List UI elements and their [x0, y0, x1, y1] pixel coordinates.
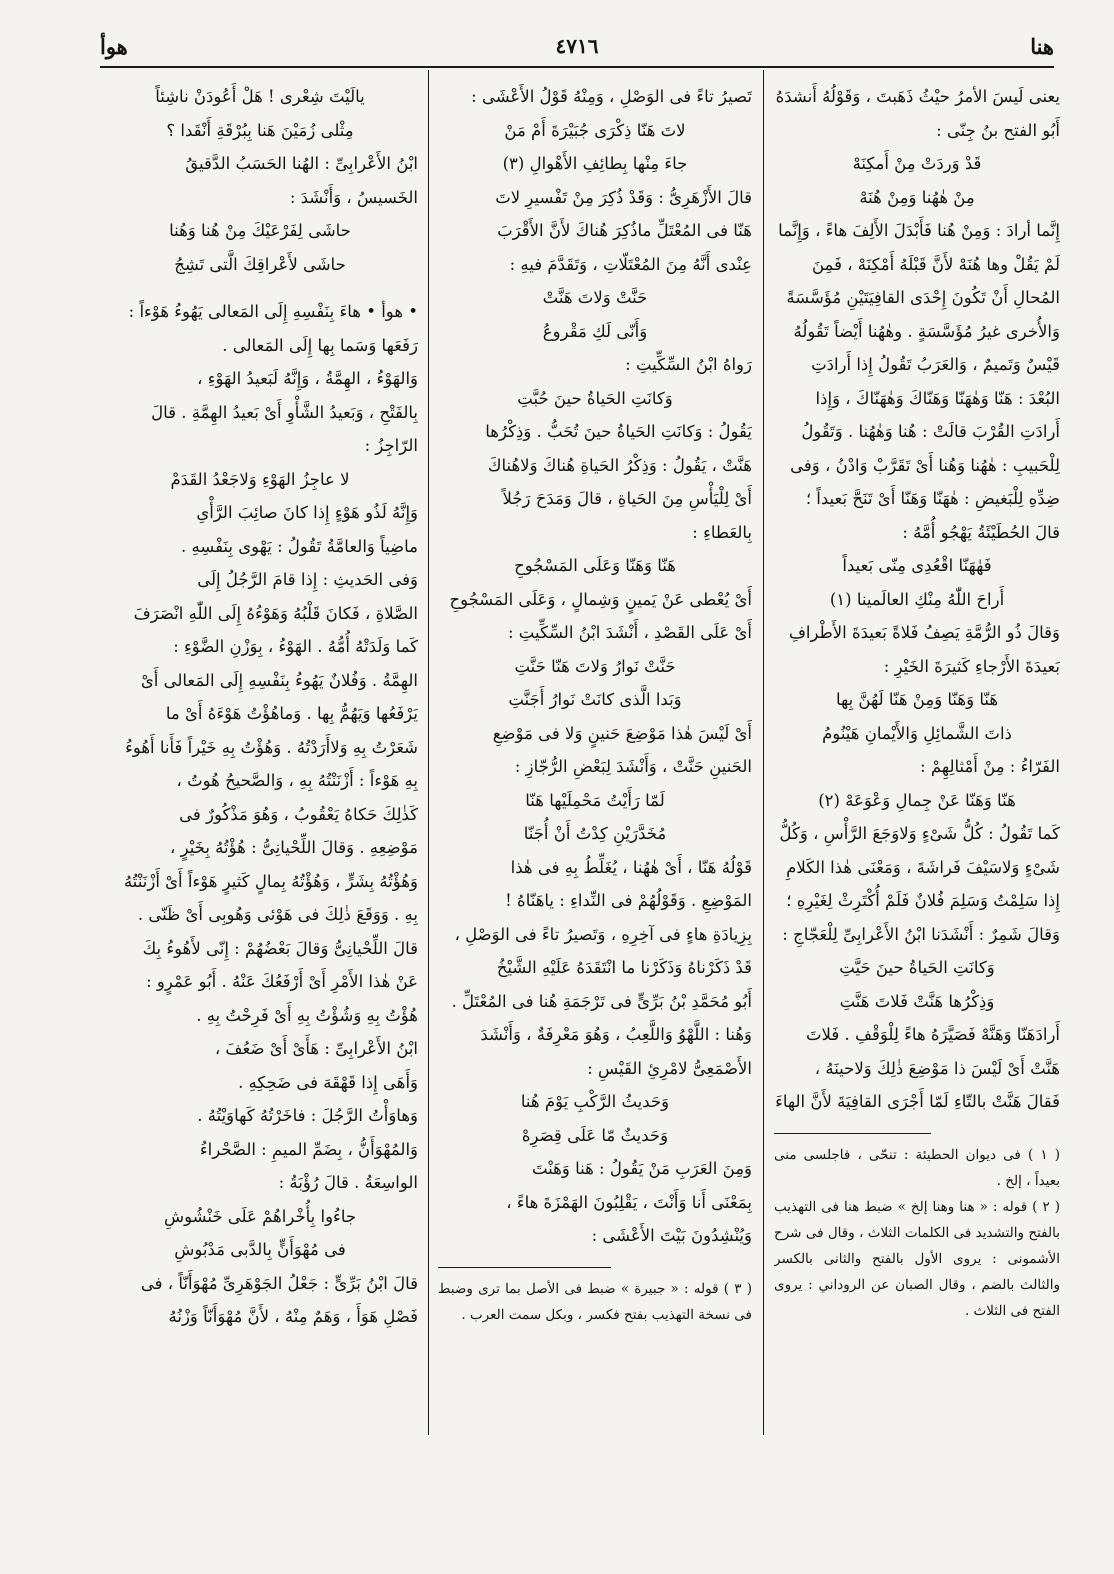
- verse-line: قَدْ وَردَتْ مِنْ أَمكِنَهْ: [852, 154, 982, 173]
- text-line: يعنى لَيسَ الأمرُ حيْثُ ذَهَبتَ ، وَقَوْلُهُ أَنشدَهُ: [775, 87, 1060, 106]
- text-line: وَفى الحَديثِ : إِذا قامَ الرَّجُلُ إِلَى: [197, 570, 418, 589]
- text-line: فَقالَ هَنَّتْ بالتّاءِ لَمّا أَجْرَى القافِيَةَ لأَنَّ الهاءَ: [775, 1092, 1060, 1111]
- text-line: قَدْ ذَكَرْناهُ وَذَكَرْنا ما انْتَقَدَهُ عَلَيْهِ الشَّيْخُ: [496, 958, 752, 977]
- text-line: هُؤْتُ بِهِ وَشُؤْتُ بِهِ أَىْ فَرِحْتُ بِهِ .: [196, 1005, 418, 1025]
- text-line: بِالفَتْحِ ، وَبَعيدُ الشَّأْوِ أَىْ بَعيدُ الهِمَّةِ . قالَ: [151, 402, 418, 422]
- entry-heading: • هوأ • هاءَ بِنَفْسِهِ إِلَى المَعالى يَهُوءُ هَوْءاً :: [128, 302, 418, 321]
- text-line: وَيُنْشِدُونَ بَيْتَ الأَعْشَى :: [591, 1226, 752, 1245]
- text-line: وَمِنَ العَرَبِ مَنْ يَقُولُ : هَنا وَهَنْتَ: [531, 1159, 752, 1178]
- text-line: قَوْلُهُ هَنّا ، أَىْ هٰهُنا ، يُغَلِّطُ بِهِ فى هٰذا: [510, 857, 752, 877]
- text-line: بِهِ . وَوَقَعَ ذٰلِكَ فى هَوْئى وَهُوبِى أَىْ ظَنّى .: [137, 905, 418, 924]
- footnote: ( ١ ) فى ديوان الحطيئة : تنحّى ، فاجلسى منى بعيداً ، إلخ .: [774, 1146, 1060, 1189]
- text-line: أَىْ لَيْسَ هٰذا مَوْضِعَ حَنينٍ وَلا فى مَوْضِعِ: [492, 723, 752, 743]
- text-line: وَإِنَّهُ لَذُو هَوْءٍ إِذا كانَ صائِبَ الرَّأْىِ: [196, 503, 418, 522]
- text-line: عِنْدى أَنَّهُ مِنَ المُعْتَلّاتِ ، وَتَقَدَّمَ فيهِ :: [509, 254, 752, 274]
- verse-line: جاءُوا بِأُخْراهُمْ عَلَى خَنْشُوشِ: [163, 1206, 357, 1226]
- text-line: قالَ ابْنُ بَرِّىٍّ : جَعْلُ الجَوْهَرِىِّ مُهْوَأَنّاً ، فى: [140, 1273, 418, 1293]
- text-line: كَما وَلَدَتْهُ أُمُّهُ . الهَوْءُ ، بِوَزْنِ الضَّوْءِ :: [173, 637, 418, 656]
- verse-line: أَراحَ اللّٰهُ مِنْكِ العالَمينا (١): [829, 589, 1005, 609]
- text-line: وَهُنا : اللَّهْوُ وَاللَّعِبُ ، وَهُوَ مَعْرِفَةٌ ، وَأَنْشَدَ: [480, 1025, 752, 1044]
- text-line: ضِدِّهِ لِلْبَغيضِ : هٰهَنّا وَهَنّا أَىْ تَنَحَّ بَعيداً ؛: [805, 489, 1060, 508]
- text-line: وَالأُخرى غيرُ مُؤَسَّسَةٍ . وهٰهُنا أَيْضاً تَقُولُهُ: [793, 321, 1060, 341]
- text-line: يَقُولُ : وَكانَتِ الحَياةُ حينَ تُحَبُّ . وَذِكْرُها: [485, 422, 752, 441]
- text-line: لَمْ يَقُلْ وها هُنَهْ لأَنَّ قَبْلَهُ أَمْكِنَهْ ، فَمِنَ: [812, 254, 1060, 274]
- header-rule: [100, 66, 1054, 68]
- page-number: ٤٧١٦: [555, 34, 599, 58]
- verse-line: حاشَى لأَعْراقِكَ الَّتى تَشِجُ: [174, 254, 346, 274]
- verse-line: وَذِكْرُها هَنَّتْ فَلاتَ هَنَّتِ: [839, 991, 995, 1011]
- headword-right: هنا: [1030, 34, 1054, 59]
- text-line: وَهاوَأْتُ الرَّجُلَ : فاخَرْتُهُ كَهاوَيْتُهُ .: [197, 1106, 418, 1125]
- text-line: رَواهُ ابْنُ السِّكِّيتِ :: [625, 355, 752, 374]
- text-line: الأَصْمَعِىُّ لامْرِئِ القَيْسِ :: [587, 1058, 752, 1078]
- text-line: قالَ اللِّحْيانِىُّ وَقالَ بَعْضُهُمْ : إِنّى لأَهُوءُ بِكَ: [142, 938, 418, 958]
- text-line: كَما تَقُولُ : كُلُّ شَىْءٍ وَلاوَجَعَ الرَّأْسِ ، وَكُلُّ: [779, 824, 1060, 843]
- text-line: الهِمَّةُ . وَفُلانٌ يَهُوءُ بِنَفْسِهِ إِلَى المَعالى أَىْ: [140, 670, 418, 690]
- column-left: [102, 80, 418, 1460]
- text-line: قالَ الأَزْهَرِىُّ : وَقَدْ ذُكِرَ مِنْ تَفْسيرِ لاتَ: [495, 187, 752, 207]
- text-line: لِلْحَبيبِ : هٰهُنا وَهُنا أَىْ تَقَرَّبْ وَادْنُ ، وَفى: [790, 455, 1060, 475]
- text-line: قالَ الحُطَيْئَةُ يَهْجُو أُمَّهُ :: [902, 522, 1060, 542]
- text-line: وَالهَوْءُ ، الهِمَّةُ ، وَإِنَّهُ لَبَعيدُ الهَوْءِ ،: [197, 369, 418, 388]
- verse-line: هَنّا وَهَنّا وَعَلَى المَسْجُوحِ: [514, 556, 676, 575]
- verse-line: يالَيْتَ شِعْرى ! هَلْ أَعُودَنْ ناشِئاً: [155, 87, 365, 106]
- text-line: وَأَهَى إِذا قَهْقَهَ فى ضَحِكِهِ .: [238, 1072, 418, 1092]
- verse-line: لاتَ هَنّا ذِكْرَى جُبَيْرَةَ أَمْ مَنْ: [504, 120, 686, 140]
- column-right: [774, 80, 1060, 1460]
- verse-line: مُخَدَّرَيْنِ كِدْتُ أَنْ أُجَنّا: [523, 824, 667, 843]
- text-line: رَفَعَها وَسَما بِها إِلَى المَعالى .: [222, 335, 418, 355]
- verse-line: جاءَ مِنْها بِطائِفِ الأَهْوالِ (٣): [502, 154, 688, 173]
- text-line: أَرادَهَنّا وَهَنَّهْ فَصَيَّرَهُ هاءً لِلْوَقْفِ . فَلاتَ: [805, 1025, 1060, 1044]
- text-line: بِزِيادَةِ هاءٍ فى آخِرِهِ ، وَتَصيرُ تاءً فى الوَصْلِ ،: [454, 924, 752, 944]
- verse-line: وَكانَتِ الحَياةُ حينَ حُبَّتِ: [517, 388, 673, 408]
- text-line: بَعيدَةَ الأَرْجاءِ كَثيرَةَ الخَيْرِ :: [883, 656, 1060, 676]
- column-middle: [438, 80, 752, 1460]
- verse-line: لا عاجِزُ الهَوْءِ وَلاجَعْدُ القَدَمْ: [170, 469, 350, 489]
- text-line: شَعَرْتُ بِهِ وَلاأَرَدْتُهُ . وَهُؤْتُ بِهِ خَيْراً فَأَنا أَهُوءُ: [125, 737, 418, 757]
- text-line: الرّاجِزُ :: [364, 436, 418, 455]
- text-line: ابْنُ الأَعْرابِىِّ : هَأَىْ أَىْ ضَعُفَ ،: [214, 1039, 418, 1058]
- text-line: هَنّا فى المُعْتَلِّ ماذُكِرَ هُناكَ لأَنَّ الأَقْرَبَ: [497, 221, 752, 240]
- column-divider: [428, 70, 429, 1435]
- text-line: بِمَعْنَى أَنا وَأَنْتَ ، يَقْلِبُونَ الهَمْزَةَ هاءً ،: [506, 1192, 752, 1212]
- text-line: الواسِعَةُ . قالَ رُؤْبَةُ :: [278, 1173, 418, 1192]
- text-line: أَبُو مُحَمَّدِ بْنُ بَرِّىٍّ فى تَرْجَمَةِ هُنا فى المُعْتَلِّ .: [451, 991, 752, 1011]
- text-line: بِالعَطاءِ :: [692, 522, 752, 542]
- text-line: أَىْ عَلَى القَصْدِ ، أَنْشَدَ ابْنُ السِّكِّيتِ :: [507, 623, 752, 642]
- text-line: بِهِ هَوْءاً : أَزْنَنْتُهُ بِهِ ، وَالصَّحيحُ هُوتُ ،: [176, 771, 418, 790]
- text-line: أَبُو الفتح بنُ جِنّى :: [936, 120, 1060, 140]
- verse-line: حَنَّتْ وَلاتَ هَنَّتْ: [542, 288, 648, 307]
- verse-line: حَنَّتْ نَوارُ وَلاتَ هَنّا حَنَّتِ: [514, 656, 676, 676]
- verse-line: وَبَدا الَّذى كانَتْ نَوارُ أَجَنَّتِ: [508, 690, 682, 709]
- verse-line: حاشَى لِفَرْعَيْكَ مِنْ هُنا وَهُنا: [169, 221, 351, 240]
- footnote: ( ٣ ) قوله : « جبيرة » ضبط فى الأصل بما ترى وضبط فى نسخة التهذيب بفتح فكسر ، وبكل سمت العرب .: [438, 1280, 752, 1323]
- text-line: أَىْ يُعْطى عَنْ يَمينٍ وَشِمالٍ ، وَعَلَى المَسْجُوحِ: [449, 589, 752, 609]
- headword-left: هوأ: [100, 34, 128, 59]
- verse-line: ذاتَ الشَّمائِلِ وَالأَيْمانِ هَيْنُومُ: [822, 723, 1012, 743]
- verse-line: لَمّا رَأَيْتُ مَحْمِلَيْها هَنّا: [525, 790, 665, 810]
- verse-line: وَكانَتِ الحَياةُ حينَ حَيَّتِ: [839, 958, 995, 977]
- footnote-rule: [774, 1133, 931, 1134]
- text-line: الخَسيسُ ، وَأَنْشَدَ :: [289, 187, 418, 207]
- text-line: يَرْفَعُها وَيَهُمُّ بِها . وَماهُؤْتُ هَوْءَهُ أَىْ ما: [165, 704, 418, 723]
- verse-line: هَنّا وَهَنّا عَنْ جِمالِ وَعْوَعَهْ (٢): [818, 790, 1016, 810]
- verse-line: وَحَديثٌ مّا عَلَى قِصَرِهْ: [521, 1125, 669, 1145]
- text-line: عَنْ هٰذا الأَمْرِ أَىْ أَرْفَعُكَ عَنْهُ . أَبُو عَمْرٍو :: [146, 972, 418, 991]
- text-line: فَصْلِ هَوَأَ ، وَهَمٌ مِنْهُ ، لأَنَّ مُهْوَأَنّاً وَزْنُهُ: [168, 1307, 418, 1326]
- verse-line: هَنّا وَهَنّا وَمِنْ هَنّا لَهُنَّ بِها: [835, 690, 999, 709]
- text-line: الحَنينِ حَنَّتْ ، وَأَنْشَدَ لِبَعْضِ الرُّجّازِ :: [514, 757, 752, 776]
- text-line: وَقالَ ذُو الرُّمَّةِ يَصِفُ فَلاةً بَعيدَةَ الأَطْرافِ: [788, 623, 1060, 642]
- verse-line: وَأَنّى لَكِ مَقْروعُ: [542, 321, 648, 341]
- text-line: شَىْءٍ وَلاسَيْفَ فَراشَةَ ، وَمَعْنَى هٰذا الكَلامِ: [786, 857, 1060, 877]
- footnote: ( ٢ ) قوله : « هنا وهنا إلخ » ضبط هنا فى التهذيب بالفتح والتشديد فى الكلمات الثلاث ، وقال فى شرح الأشمونى : يروى الأول بالفتح والثانى بالكسر والثالث بالضم ، وقال الصبان عن الروداني : يروى الفتح فى الثلاث .: [774, 1198, 1060, 1319]
- text-line: الفَرّاءُ : مِنْ أَمْثالِهِمْ :: [920, 757, 1060, 776]
- text-line: البُعْدَ : هَنّا وَهٰهَنّا وَهَنّاكَ وَهٰهَنّاكَ ، وَإِذا: [815, 388, 1060, 408]
- text-line: تَصيرُ تاءً فى الوَصْلِ ، وَمِنْهُ قَوْلُ الأَعْشَى :: [471, 87, 752, 106]
- text-line: إِذا سَلِمْتُ وَسَلِمَ فُلانٌ فَلَمْ أُكْتَرِثْ لِغَيْرِهِ ؛: [786, 891, 1060, 910]
- text-line: أَىْ لِلْيَأْسِ مِنَ الحَياةِ ، قالَ وَمَدَحَ رَجُلاً: [502, 489, 752, 508]
- verse-line: مِنْ هٰهُنا وَمِنْ هُنَهْ: [859, 187, 975, 207]
- footnote-rule: [438, 1267, 611, 1268]
- verse-line: وَحَديثُ الرَّكْبِ يَوْمَ هُنا: [520, 1092, 670, 1111]
- text-line: أَرادَتِ القُرْبَ قالَتْ : هُنا وَهٰهُنا . وَتَقُولُ: [801, 422, 1060, 441]
- verse-line: مِثْلى زُمَيْنَ هَنا بِبُرْقَةِ أَنْقَدا ؟: [166, 120, 354, 140]
- text-line: قَيْسٌ وَتَميمٌ ، وَالعَرَبُ تَقُولُ إِذا أَرادَتِ: [811, 355, 1060, 374]
- page-header: [100, 30, 1054, 66]
- column-divider: [763, 70, 764, 1435]
- text-line: المَوْضِعِ . وَقَوْلُهُمْ فى النِّداءِ : ياهَنّاهُ !: [505, 891, 752, 910]
- text-line: وَقالَ شَمِرٌ : أَنْشَدَنا ابْنُ الأَعْرابِىِّ لِلْعَجّاجِ :: [782, 924, 1060, 944]
- text-line: هَنَّتْ ، يَقُولُ : وَذِكْرُ الحَياةِ هُناكَ وَلاهُناكَ: [487, 455, 752, 475]
- verse-line: فَهٰهَنّا اقْعُدِى مِنّى بَعيداً: [842, 556, 992, 575]
- text-line: المُحالِ أَنْ تَكُونَ إِحْدَى القافِيَتَيْنِ مُؤَسَّسَةً: [786, 288, 1060, 307]
- verse-line: فى مُهْوَأَنٍّ بِالدَّبى مَدْبُوشِ: [174, 1240, 346, 1259]
- text-line: ماضِياً وَالعامَّةُ تَقُولُ : يَهْوى بِنَفْسِهِ .: [181, 536, 418, 556]
- text-line: إِنَّما أرادَ : وَمِنْ هُنا فَأَبْدَلَ الأَلِفَ هاءً ، وَإِنَّما: [778, 221, 1060, 240]
- text-line: كَذٰلِكَ حَكاهُ يَعْقُوبُ ، وَهُوَ مَذْكُورٌ فى: [179, 804, 418, 824]
- text-line: هَنَّتْ أَىْ لَيْسَ ذا مَوْضِعَ ذٰلِكَ وَلاحينَهُ ،: [814, 1058, 1060, 1078]
- text-line: مَوْضِعِهِ . وَقالَ اللِّحْيانِىُّ : هُؤْتُهُ بِخَيْرٍ ،: [170, 838, 418, 857]
- text-line: وَهُؤْتُهُ بِشَرٍّ ، وَهُؤْتُهُ بِمالٍ كَثيرٍ هَوْءاً أَىْ أَزْنَنْتُهُ: [123, 871, 418, 891]
- text-line: وَالمُهْوَأَنُّ ، بِضَمِّ الميمِ : الصَّحْراءُ: [199, 1139, 418, 1159]
- text-line: الصَّلاةِ ، فَكانَ قَلْبُهُ وَهَوْءُهُ إِلَى اللّٰهِ انْصَرَفَ: [133, 603, 418, 623]
- text-line: ابْنُ الأَعْرابِىِّ : الهُنا الحَسَبُ الدَّقيقُ: [185, 154, 418, 173]
